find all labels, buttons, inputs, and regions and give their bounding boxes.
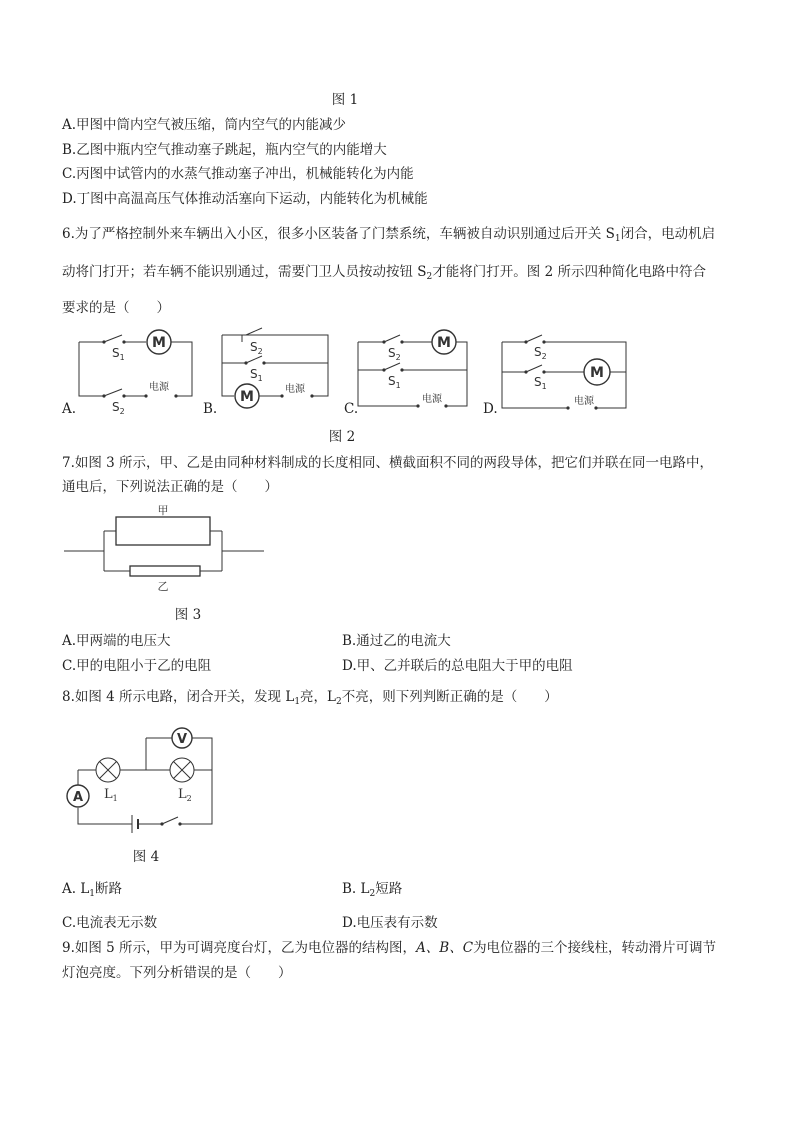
q6-text: 动将门打开；若车辆不能识别通过，需要门卫人员按动按钮 S xyxy=(62,264,427,280)
q6-stem-line-1 xyxy=(62,225,715,243)
svg-text:S2 xyxy=(534,345,547,361)
subscript: 1 xyxy=(89,889,96,899)
switch-s2-label: S xyxy=(112,400,120,414)
q7-stem-line-1: 7.如图 3 所示，甲、乙是由同种材料制成的长度相同、横截面积不同的两段导体，把它们并联在同一电路中， xyxy=(62,455,714,471)
figure-3-parallel-conductors xyxy=(62,500,268,593)
subscript: 1 xyxy=(257,374,263,383)
q9-stem-line-1 xyxy=(62,939,716,957)
motor-label: M xyxy=(590,365,604,381)
q6-option-a-letter[interactable]: A. xyxy=(62,401,77,417)
q6-text: 才能将门打开。图 2 所示四种简化电路中符合 xyxy=(432,264,706,280)
q9-text: 为电位器的三个接线柱，转动滑片可调节 xyxy=(473,940,717,956)
q8-option-text: B. L xyxy=(342,881,370,897)
subscript: 1 xyxy=(119,353,125,362)
figure-4-circuit xyxy=(62,722,218,834)
q8-stem xyxy=(62,688,558,706)
q6-circuit-c[interactable] xyxy=(354,330,474,414)
q8-option-text: 断路 xyxy=(95,881,123,897)
svg-text:S1 xyxy=(250,367,263,383)
q5-option-d[interactable]: D.丁图中高温高压气体推动活塞向下运动，内能转化为机械能 xyxy=(62,191,428,207)
subscript: 2 xyxy=(257,347,263,356)
q7-option-b[interactable]: B.通过乙的电流大 xyxy=(342,633,451,649)
subscript: 2 xyxy=(541,352,547,361)
q6-option-b-letter[interactable]: B. xyxy=(203,401,218,417)
motor-label: M xyxy=(240,389,254,405)
svg-text:S2 xyxy=(388,346,401,362)
figure-2-caption: 图 2 xyxy=(328,429,356,445)
power-label: 电源 xyxy=(285,384,305,395)
q7-stem-line-2: 通电后，下列说法正确的是（ ） xyxy=(62,479,278,495)
subscript: 2 xyxy=(395,353,401,362)
lamp-l2-label: L xyxy=(178,787,187,802)
q8-text: 不亮，则下列判断正确的是（ ） xyxy=(341,689,558,705)
q8-text: 8.如图 4 所示电路，闭合开关，发现 L xyxy=(62,689,295,705)
q8-option-text: A. L xyxy=(62,881,90,897)
subscript: 2 xyxy=(186,794,192,803)
subscript: 1 xyxy=(294,697,301,707)
q8-option-text: 短路 xyxy=(375,881,403,897)
motor-label: M xyxy=(437,335,451,351)
q6-option-c-letter[interactable]: C. xyxy=(344,401,359,417)
lamp-l1-label: L xyxy=(104,787,113,802)
switch-s2-label: S xyxy=(250,340,258,354)
subscript: 1 xyxy=(541,382,547,391)
svg-text:S1 xyxy=(388,374,401,390)
svg-text:S2 xyxy=(250,340,263,356)
voltmeter-label: V xyxy=(176,732,188,747)
q8-option-c[interactable]: C.电流表无示数 xyxy=(62,915,158,931)
q6-circuit-d[interactable] xyxy=(498,326,632,414)
subscript: 2 xyxy=(426,272,433,282)
subscript: 1 xyxy=(112,794,118,803)
ammeter-label: A xyxy=(72,790,84,805)
q7-option-a[interactable]: A.甲两端的电压大 xyxy=(62,633,171,649)
figure-1-caption: 图 1 xyxy=(331,92,359,108)
q9-terminals: A、B、C xyxy=(416,940,474,956)
q5-option-b[interactable]: B.乙图中瓶内空气推动塞子跳起，瓶内空气的内能增大 xyxy=(62,142,387,158)
q5-option-c[interactable]: C.丙图中试管内的水蒸气推动塞子冲出，机械能转化为内能 xyxy=(62,166,414,182)
svg-text:S1 xyxy=(112,346,125,362)
motor-label: M xyxy=(152,335,166,351)
q6-circuit-b[interactable] xyxy=(216,326,336,414)
q8-option-d[interactable]: D.电压表有示数 xyxy=(342,915,438,931)
subscript: 1 xyxy=(614,234,621,244)
switch-s1-label: S xyxy=(388,374,396,388)
svg-text:S2 xyxy=(112,400,125,416)
svg-text:L2 xyxy=(178,787,192,803)
conductor-yi-label: 乙 xyxy=(157,580,169,593)
q7-option-d[interactable]: D.甲、乙并联后的总电阻大于甲的电阻 xyxy=(342,658,573,674)
subscript: 2 xyxy=(336,697,342,707)
subscript: 2 xyxy=(369,889,376,899)
q6-text: 6.为了严格控制外来车辆出入小区，很多小区装备了门禁系统，车辆被自动识别通过后开关 S xyxy=(62,226,615,242)
q6-circuit-a[interactable] xyxy=(72,326,202,416)
subscript: 1 xyxy=(395,381,401,390)
q7-option-c[interactable]: C.甲的电阻小于乙的电阻 xyxy=(62,658,212,674)
q6-text: 闭合，电动机启 xyxy=(620,226,716,242)
q5-option-a[interactable]: A.甲图中筒内空气被压缩，筒内空气的内能减少 xyxy=(62,117,347,133)
q9-stem-line-2: 灯泡亮度。下列分析错误的是（ ） xyxy=(62,965,292,981)
switch-s1-label: S xyxy=(534,375,542,389)
switch-s1-label: S xyxy=(112,346,120,360)
q6-option-d-letter[interactable]: D. xyxy=(483,401,498,417)
power-label: 电源 xyxy=(149,382,169,393)
conductor-jia-label: 甲 xyxy=(157,504,169,517)
figure-4-caption: 图 4 xyxy=(132,849,160,865)
q9-text: 9.如图 5 所示，甲为可调亮度台灯，乙为电位器的结构图， xyxy=(62,940,417,956)
power-label: 电源 xyxy=(422,394,442,405)
subscript: 2 xyxy=(119,407,125,416)
switch-s2-label: S xyxy=(534,345,542,359)
figure-3-caption: 图 3 xyxy=(174,607,202,623)
q8-option-b[interactable] xyxy=(342,880,402,898)
q8-option-a[interactable] xyxy=(62,880,122,898)
power-label: 电源 xyxy=(574,396,594,407)
switch-s2-label: S xyxy=(388,346,396,360)
q6-stem-line-2 xyxy=(62,263,706,281)
switch-s1-label: S xyxy=(250,367,258,381)
q6-stem-line-3: 要求的是（ ） xyxy=(62,300,170,316)
q8-text: 亮，L xyxy=(300,689,337,705)
svg-text:L1 xyxy=(104,787,118,803)
svg-text:S1 xyxy=(534,375,547,391)
